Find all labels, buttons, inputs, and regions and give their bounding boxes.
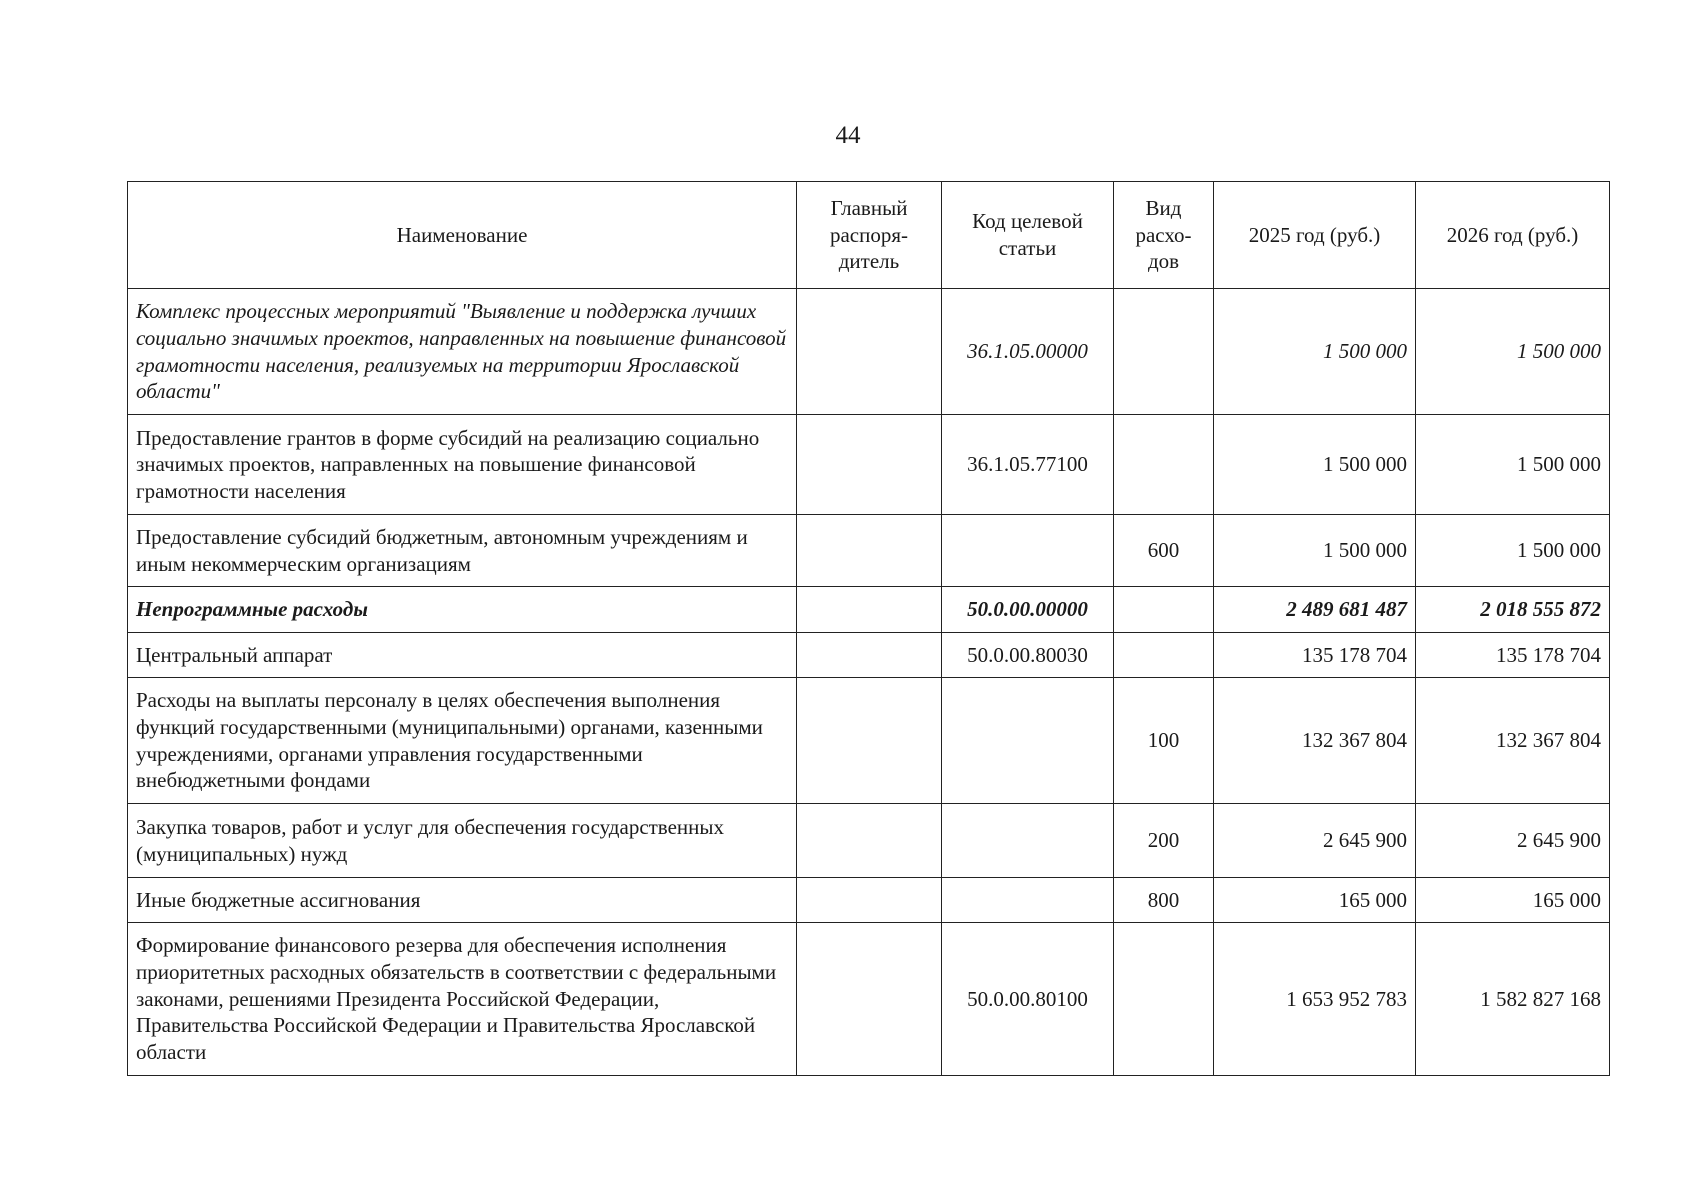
row-2025: 165 000 bbox=[1214, 878, 1416, 923]
table-row bbox=[128, 804, 1610, 878]
row-expense-type: 200 bbox=[1114, 804, 1214, 878]
row-code bbox=[942, 678, 1114, 804]
table-row bbox=[128, 633, 1610, 678]
row-2025: 135 178 704 bbox=[1214, 633, 1416, 678]
row-code: 36.1.05.77100 bbox=[942, 415, 1114, 515]
table-row bbox=[128, 515, 1610, 587]
row-2026: 132 367 804 bbox=[1416, 678, 1610, 804]
row-name: Предоставление субсидий бюджетным, автономным учреждениям и иным некоммерческим организациям bbox=[128, 515, 797, 587]
row-expense-type: 800 bbox=[1114, 878, 1214, 923]
row-2025: 1 500 000 bbox=[1214, 415, 1416, 515]
row-code: 50.0.00.80100 bbox=[942, 923, 1114, 1076]
row-name: Комплекс процессных мероприятий "Выявление и поддержка лучших социально значимых проектов, направленных на повышение финансовой грамотности населения, реализуемых на территории Ярославской области" bbox=[128, 289, 797, 415]
row-2025: 132 367 804 bbox=[1214, 678, 1416, 804]
row-manager bbox=[797, 633, 942, 678]
row-2026: 1 500 000 bbox=[1416, 515, 1610, 587]
row-code: 50.0.00.00000 bbox=[942, 587, 1114, 633]
row-name: Закупка товаров, работ и услуг для обеспечения государственных (муниципальных) нужд bbox=[128, 804, 797, 878]
row-name: Расходы на выплаты персоналу в целях обеспечения выполнения функций государственными (муниципальными) органами, казенными учреждениями, органами управления государственными внебюджетными фондами bbox=[128, 678, 797, 804]
row-name: Предоставление грантов в форме субсидий на реализацию социально значимых проектов, направленных на повышение финансовой грамотности населения bbox=[128, 415, 797, 515]
row-name: Иные бюджетные ассигнования bbox=[128, 878, 797, 923]
header-name: Наименование bbox=[128, 182, 797, 289]
row-manager bbox=[797, 587, 942, 633]
page-number: 44 bbox=[835, 122, 861, 149]
row-2025: 1 500 000 bbox=[1214, 515, 1416, 587]
row-expense-type bbox=[1114, 923, 1214, 1076]
row-manager bbox=[797, 415, 942, 515]
header-manager: Главный распоря-дитель bbox=[797, 182, 942, 289]
header-2026: 2026 год (руб.) bbox=[1416, 182, 1610, 289]
row-name: Формирование финансового резерва для обеспечения исполнения приоритетных расходных обязательств в соответствии с федеральными законами, решениями Президента Российской Федерации, Правительства Российской Федерации и Правительства Ярославской области bbox=[128, 923, 797, 1076]
row-manager bbox=[797, 804, 942, 878]
row-manager bbox=[797, 289, 942, 415]
row-2026: 1 500 000 bbox=[1416, 289, 1610, 415]
row-2025: 2 489 681 487 bbox=[1214, 587, 1416, 633]
row-code bbox=[942, 804, 1114, 878]
row-2026: 135 178 704 bbox=[1416, 633, 1610, 678]
table-row bbox=[128, 587, 1610, 633]
row-code: 36.1.05.00000 bbox=[942, 289, 1114, 415]
row-name: Центральный аппарат bbox=[128, 633, 797, 678]
table-row bbox=[128, 878, 1610, 923]
row-2025: 1 653 952 783 bbox=[1214, 923, 1416, 1076]
table-row bbox=[128, 678, 1610, 804]
row-2026: 2 645 900 bbox=[1416, 804, 1610, 878]
row-expense-type: 600 bbox=[1114, 515, 1214, 587]
table-row bbox=[128, 923, 1610, 1076]
row-2025: 1 500 000 bbox=[1214, 289, 1416, 415]
row-code: 50.0.00.80030 bbox=[942, 633, 1114, 678]
table-row bbox=[128, 415, 1610, 515]
row-2026: 1 500 000 bbox=[1416, 415, 1610, 515]
row-code bbox=[942, 878, 1114, 923]
row-2026: 2 018 555 872 bbox=[1416, 587, 1610, 633]
row-2025: 2 645 900 bbox=[1214, 804, 1416, 878]
row-manager bbox=[797, 878, 942, 923]
header-2025: 2025 год (руб.) bbox=[1214, 182, 1416, 289]
row-manager bbox=[797, 515, 942, 587]
row-expense-type bbox=[1114, 289, 1214, 415]
table-header-row bbox=[128, 182, 1610, 289]
row-expense-type bbox=[1114, 587, 1214, 633]
row-manager bbox=[797, 678, 942, 804]
row-manager bbox=[797, 923, 942, 1076]
row-name: Непрограммные расходы bbox=[128, 587, 797, 633]
row-code bbox=[942, 515, 1114, 587]
budget-table bbox=[127, 181, 1610, 1076]
header-code: Код целевой статьи bbox=[942, 182, 1114, 289]
row-expense-type bbox=[1114, 633, 1214, 678]
row-expense-type bbox=[1114, 415, 1214, 515]
row-2026: 165 000 bbox=[1416, 878, 1610, 923]
header-expense-type: Вид расхо-дов bbox=[1114, 182, 1214, 289]
row-expense-type: 100 bbox=[1114, 678, 1214, 804]
row-2026: 1 582 827 168 bbox=[1416, 923, 1610, 1076]
table-row bbox=[128, 289, 1610, 415]
